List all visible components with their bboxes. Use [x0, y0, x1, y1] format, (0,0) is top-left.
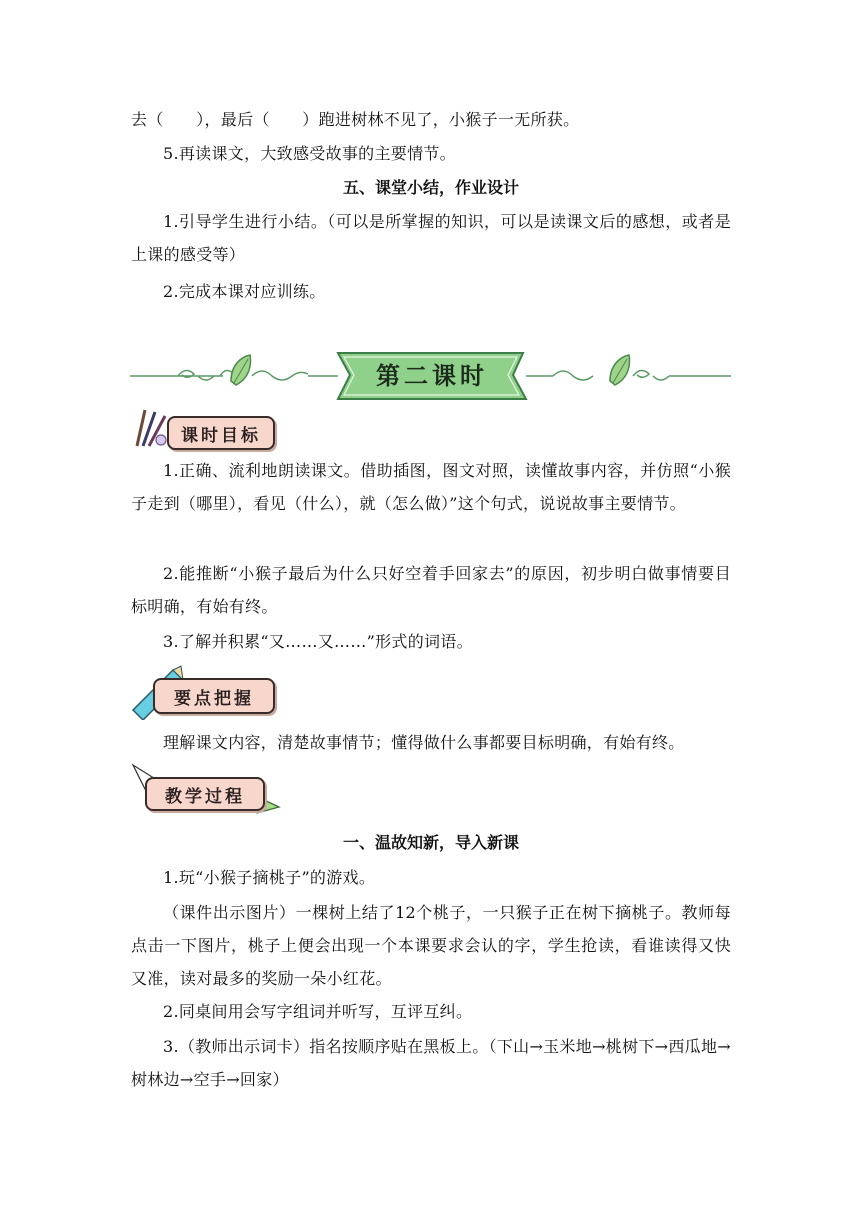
process-item-2: 2.同桌间用会写字组词并听写，互评互纠。: [163, 1002, 473, 1021]
banner-title: 第二课时: [376, 362, 488, 390]
paragraph-item-5: 5.再读课文，大致感受故事的主要情节。: [163, 144, 456, 163]
section-heading-summary: 五、课堂小结，作业设计: [342, 178, 519, 197]
keypoints-text: 理解课文内容，清楚故事情节；懂得做什么事都要目标明确，有始有终。: [163, 733, 685, 752]
objective-item-1: 1.正确、流利地朗读课文。借助插图，图文对照，读懂故事内容，并仿照“小猴子走到（哪里），看见（什么），就（怎么做）”这个句式，说说故事主要情节。: [131, 461, 731, 513]
process-item-1-detail: （课件出示图片）一棵树上结了12个桃子，一只猴子正在树下摘桃子。教师每点击一下图片，桃子上便会出现一个本课要求会认的字，学生抢读，看谁读得又快又准，读对最多的奖励一朵小红花。: [131, 903, 731, 988]
objectives-badge: [131, 406, 276, 450]
process-item-1: 1.玩“小猴子摘桃子”的游戏。: [163, 868, 376, 887]
section-heading-review: 一、温故知新，导入新课: [342, 833, 519, 852]
paragraph-continuation: 去（ ），最后（ ）跑进树林不见了，小猴子一无所获。: [131, 110, 580, 129]
paragraph-summary-2: 2.完成本课对应训练。: [163, 282, 326, 301]
objectives-badge-label: 课时目标: [167, 416, 275, 450]
keypoints-badge-label: 要点把握: [153, 678, 275, 714]
process-badge-label: 教学过程: [145, 777, 265, 811]
objective-item-3: 3.了解并积累“又……又……”形式的词语。: [163, 632, 473, 651]
process-badge: [131, 763, 281, 821]
banner-ornament: [128, 345, 733, 405]
paragraph-summary-1: 1.引导学生进行小结。（可以是所掌握的知识，可以是读课文后的感想，或者是上课的感受等）: [131, 212, 731, 264]
objective-item-2: 2.能推断“小猴子最后为什么只好空着手回家去”的原因，初步明白做事情要目标明确，有始有终。: [131, 564, 731, 616]
process-item-3: 3.（教师出示词卡）指名按顺序贴在黑板上。（下山→玉米地→桃树下→西瓜地→树林边→空手→回家）: [131, 1037, 731, 1089]
lesson-banner: [128, 345, 733, 405]
keypoints-badge: [129, 664, 279, 720]
